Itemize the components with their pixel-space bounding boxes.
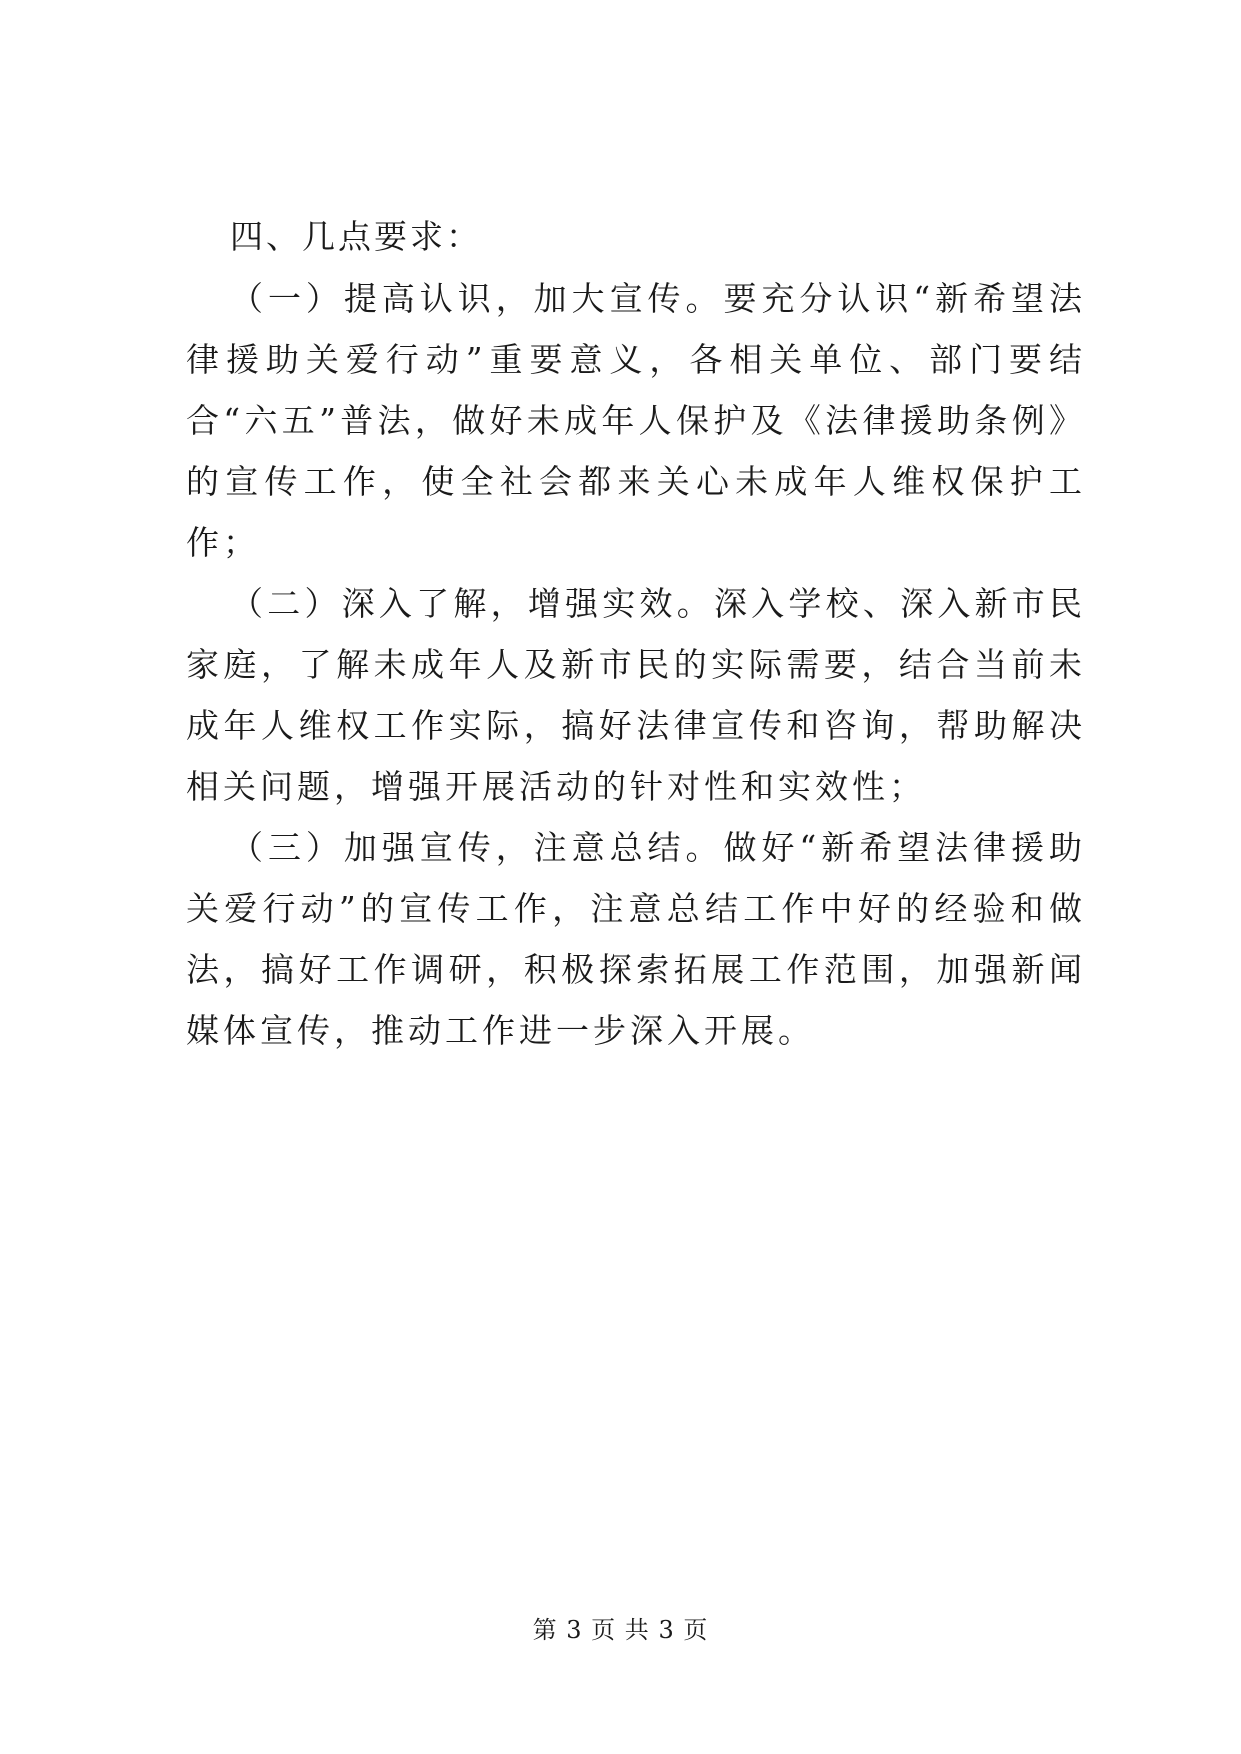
section-heading: 四、几点要求： [230,217,482,256]
page-number-footer: 第 3 页 共 3 页 [532,1616,709,1644]
document-body [186,205,1086,1061]
paragraph-3: （三）加强宣传，注意总结。做好“新希望法律援助关爱行动”的宣传工作，注意总结工作中好的经验和做法，搞好工作调研，积极探索拓展工作范围，加强新闻媒体宣传，推动工作进一步深入开展。 [186,828,1086,1050]
paragraph-1: （一）提高认识，加大宣传。要充分认识“新希望法律援助关爱行动”重要意义，各相关单位、部门要结合“六五”普法，做好未成年人保护及《法律援助条例》的宣传工作，使全社会都来关心未成年人维权保护工作； [186,279,1086,562]
paragraph-2: （二）深入了解，增强实效。深入学校、深入新市民家庭，了解未成年人及新市民的实际需要，结合当前未成年人维权工作实际，搞好法律宣传和咨询，帮助解决相关问题，增强开展活动的针对性和实效性； [186,584,1086,806]
